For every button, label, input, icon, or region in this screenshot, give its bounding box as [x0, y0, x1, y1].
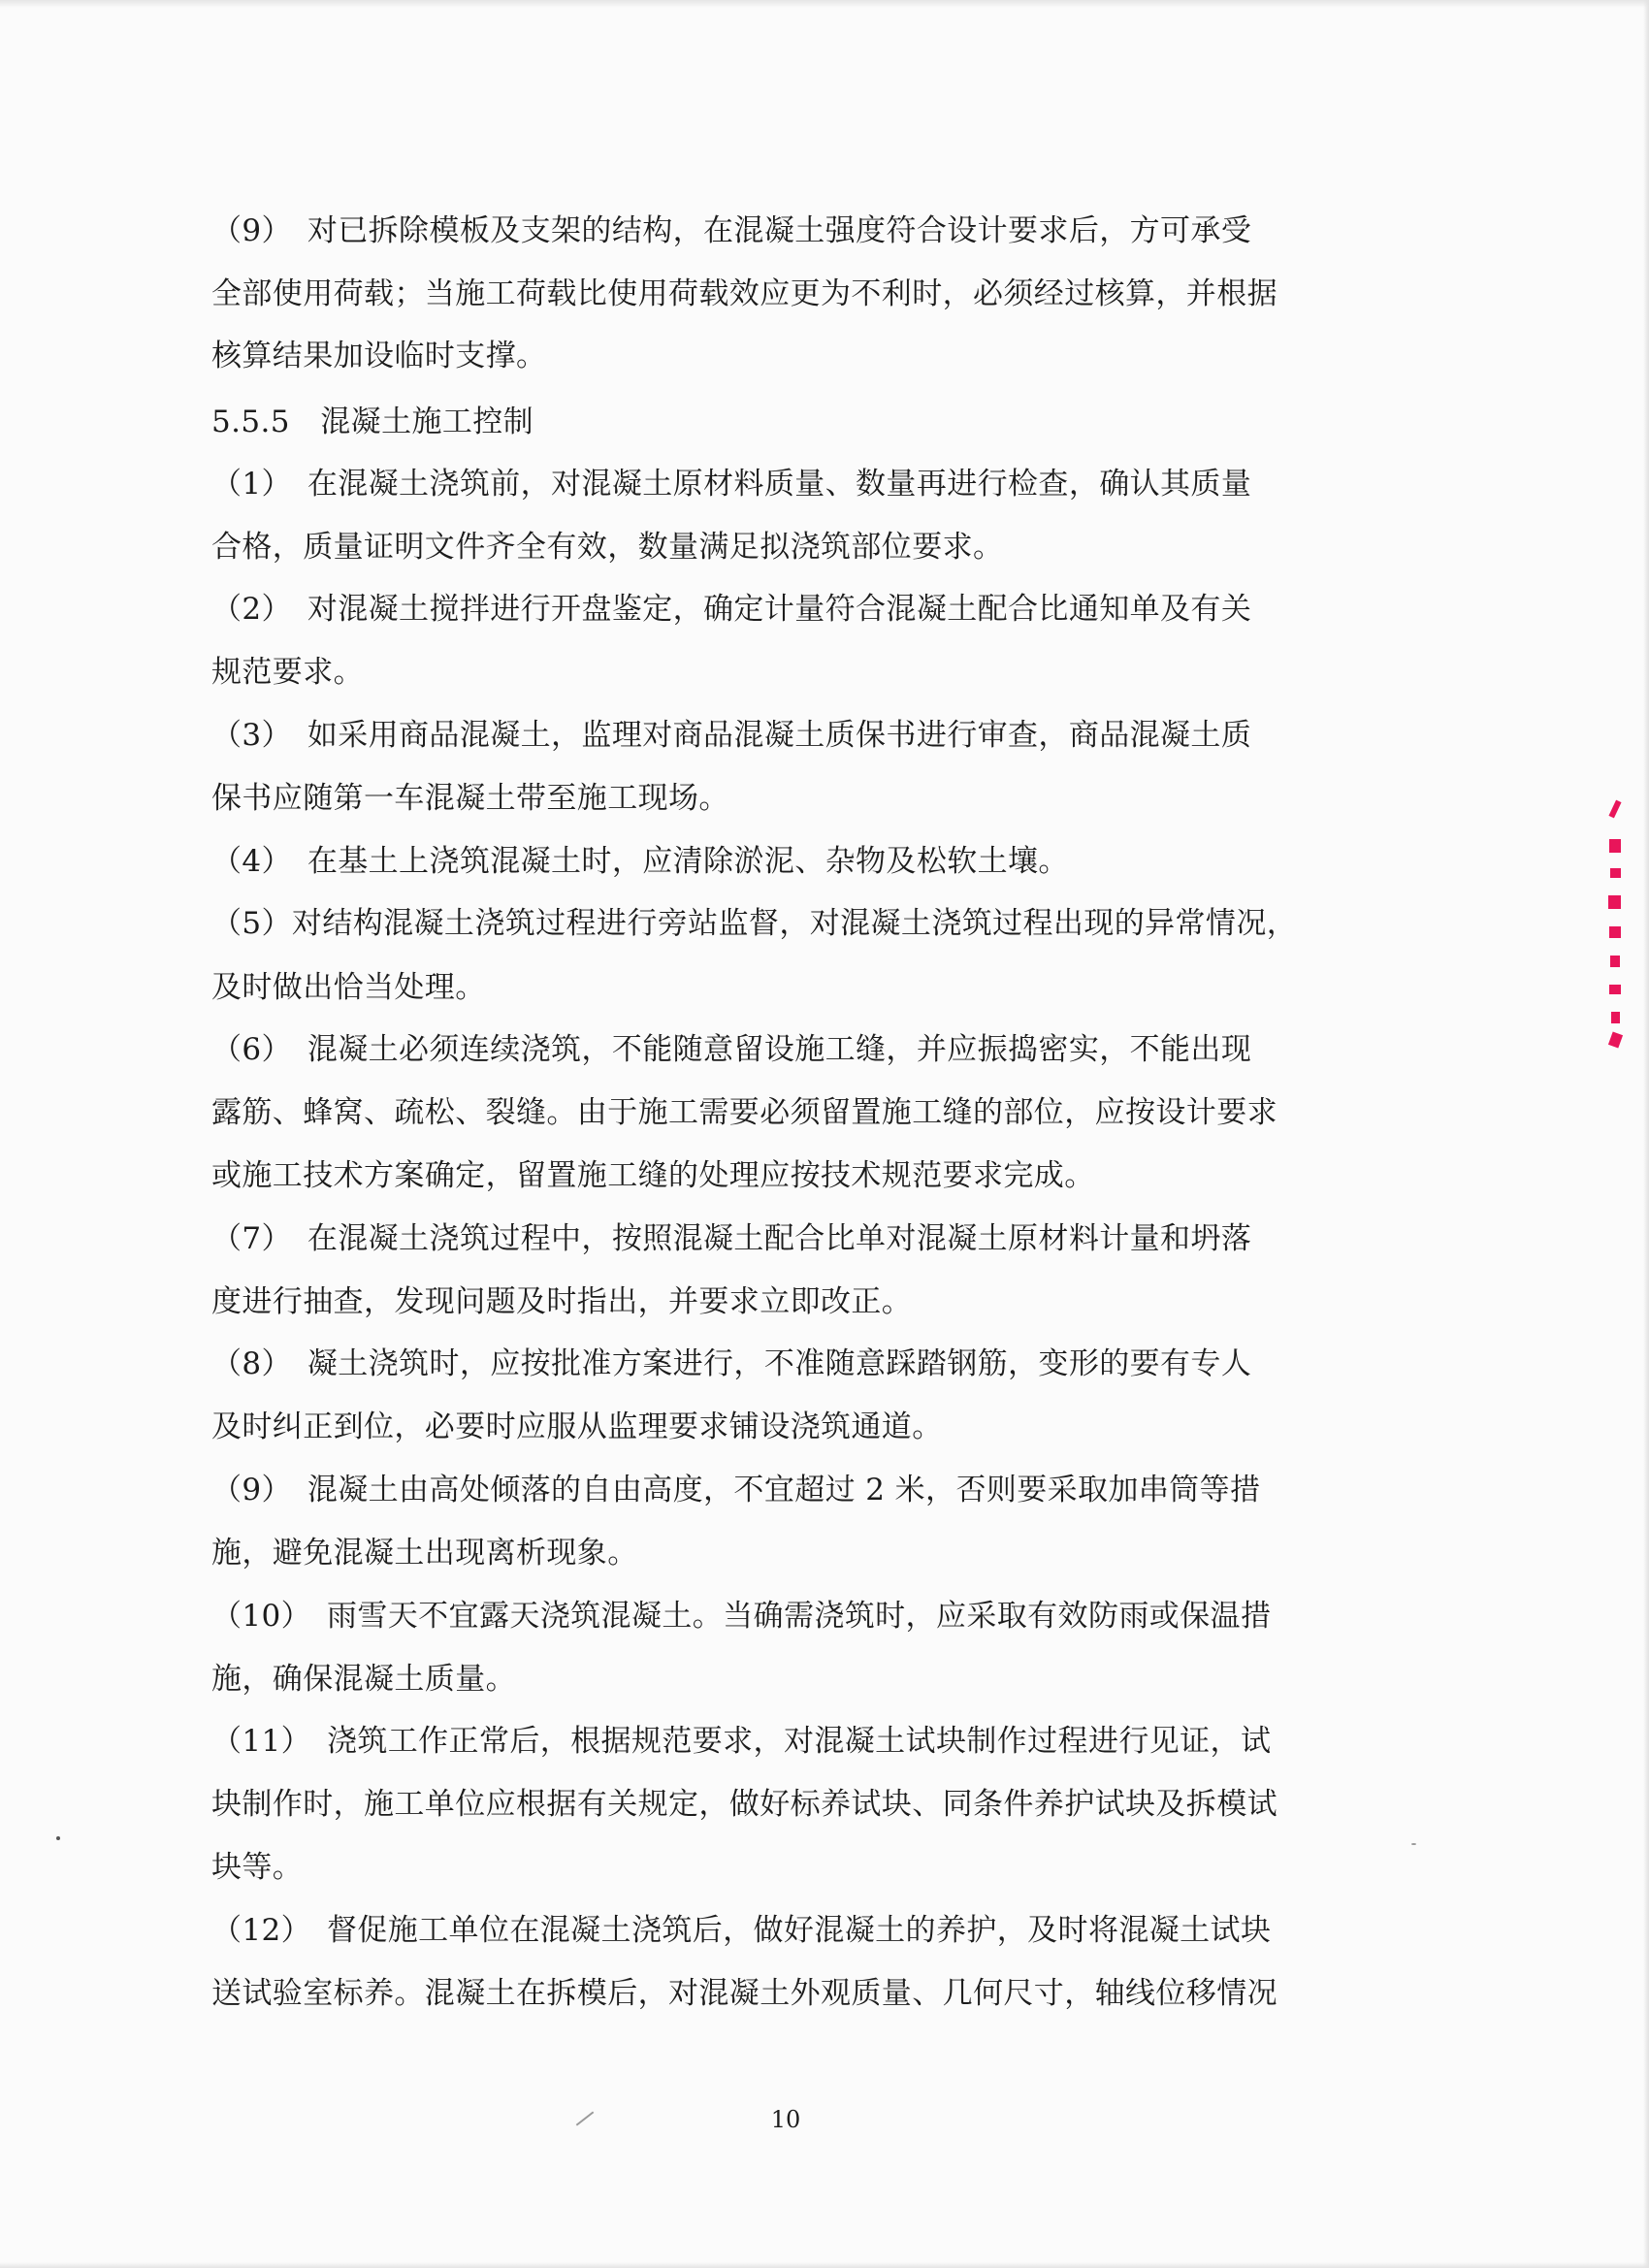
- text-line: 全部使用荷载；当施工荷载比使用荷载效应更为不利时，必须经过核算，并根据: [211, 276, 1277, 311]
- text-line: （9） 对已拆除模板及支架的结构，在混凝土强度符合设计要求后，方可承受: [211, 213, 1252, 248]
- text-line: 或施工技术方案确定，留置施工缝的处理应按技术规范要求完成。: [211, 1158, 1095, 1193]
- text-line: 施，确保混凝土质量。: [211, 1662, 516, 1697]
- text-line: 核算结果加设临时支撑。: [211, 339, 547, 373]
- text-line: （8） 凝土浇筑时，应按批准方案进行，不准随意踩踏钢筋，变形的要有专人: [211, 1346, 1252, 1381]
- text-line: （6） 混凝土必须连续浇筑，不能随意留设施工缝，并应振捣密实，不能出现: [211, 1032, 1252, 1067]
- red-seal-fragment: [1604, 800, 1628, 1053]
- text-line: （10） 雨雪天不宜露天浇筑混凝土。当确需浇筑时，应采取有效防雨或保温措: [211, 1599, 1272, 1634]
- text-line: （1） 在混凝土浇筑前，对混凝土原材料质量、数量再进行检查，确认其质量: [211, 467, 1252, 502]
- text-line: （3） 如采用商品混凝土，监理对商品混凝土质保书进行审查，商品混凝土质: [211, 718, 1252, 753]
- text-line: 送试验室标养。混凝土在拆模后，对混凝土外观质量、几何尺寸，轴线位移情况: [211, 1976, 1277, 2011]
- text-line: 规范要求。: [211, 655, 364, 690]
- pen-mark: [576, 2111, 595, 2125]
- text-line: （11） 浇筑工作正常后，根据规范要求，对混凝土试块制作过程进行见证，试: [211, 1724, 1272, 1759]
- text-line: 露筋、蜂窝、疏松、裂缝。由于施工需要必须留置施工缝的部位，应按设计要求: [211, 1095, 1277, 1130]
- scan-edge-right: [1643, 0, 1649, 2268]
- text-line: （7） 在混凝土浇筑过程中，按照混凝土配合比单对混凝土原材料计量和坍落: [211, 1221, 1252, 1256]
- text-line: （4） 在基土上浇筑混凝土时，应清除淤泥、杂物及松软土壤。: [211, 844, 1069, 879]
- text-line: 及时做出恰当处理。: [211, 970, 486, 1005]
- text-line: 合格，质量证明文件齐全有效，数量满足拟浇筑部位要求。: [211, 530, 1004, 565]
- text-line: （12） 督促施工单位在混凝土浇筑后，做好混凝土的养护，及时将混凝土试块: [211, 1913, 1272, 1948]
- scan-speck: [56, 1836, 60, 1840]
- text-line: 度进行抽查，发现问题及时指出，并要求立即改正。: [211, 1284, 913, 1319]
- text-line: 块制作时，施工单位应根据有关规定，做好标养试块、同条件养护试块及拆模试: [211, 1787, 1277, 1822]
- text-line: 施，避免混凝土出现离析现象。: [211, 1536, 638, 1571]
- text-line: 保书应随第一车混凝土带至施工现场。: [211, 781, 729, 816]
- text-line: 块等。: [211, 1850, 304, 1885]
- text-line: （2） 对混凝土搅拌进行开盘鉴定，确定计量符合混凝土配合比通知单及有关: [211, 592, 1252, 627]
- text-line: （5）对结构混凝土浇筑过程进行旁站监督，对混凝土浇筑过程出现的异常情况，: [211, 906, 1298, 941]
- text-line: （9） 混凝土由高处倾落的自由高度，不宜超过 2 米，否则要采取加串筒等措: [211, 1473, 1261, 1507]
- section-heading: 5.5.5 混凝土施工控制: [211, 405, 534, 439]
- page-number: 10: [770, 2106, 801, 2133]
- scan-edge-top: [0, 0, 1649, 8]
- text-line: 及时纠正到位，必要时应服从监理要求铺设浇筑通道。: [211, 1409, 943, 1444]
- scan-edge-bottom: [0, 2262, 1649, 2268]
- scan-speck: [1411, 1843, 1416, 1845]
